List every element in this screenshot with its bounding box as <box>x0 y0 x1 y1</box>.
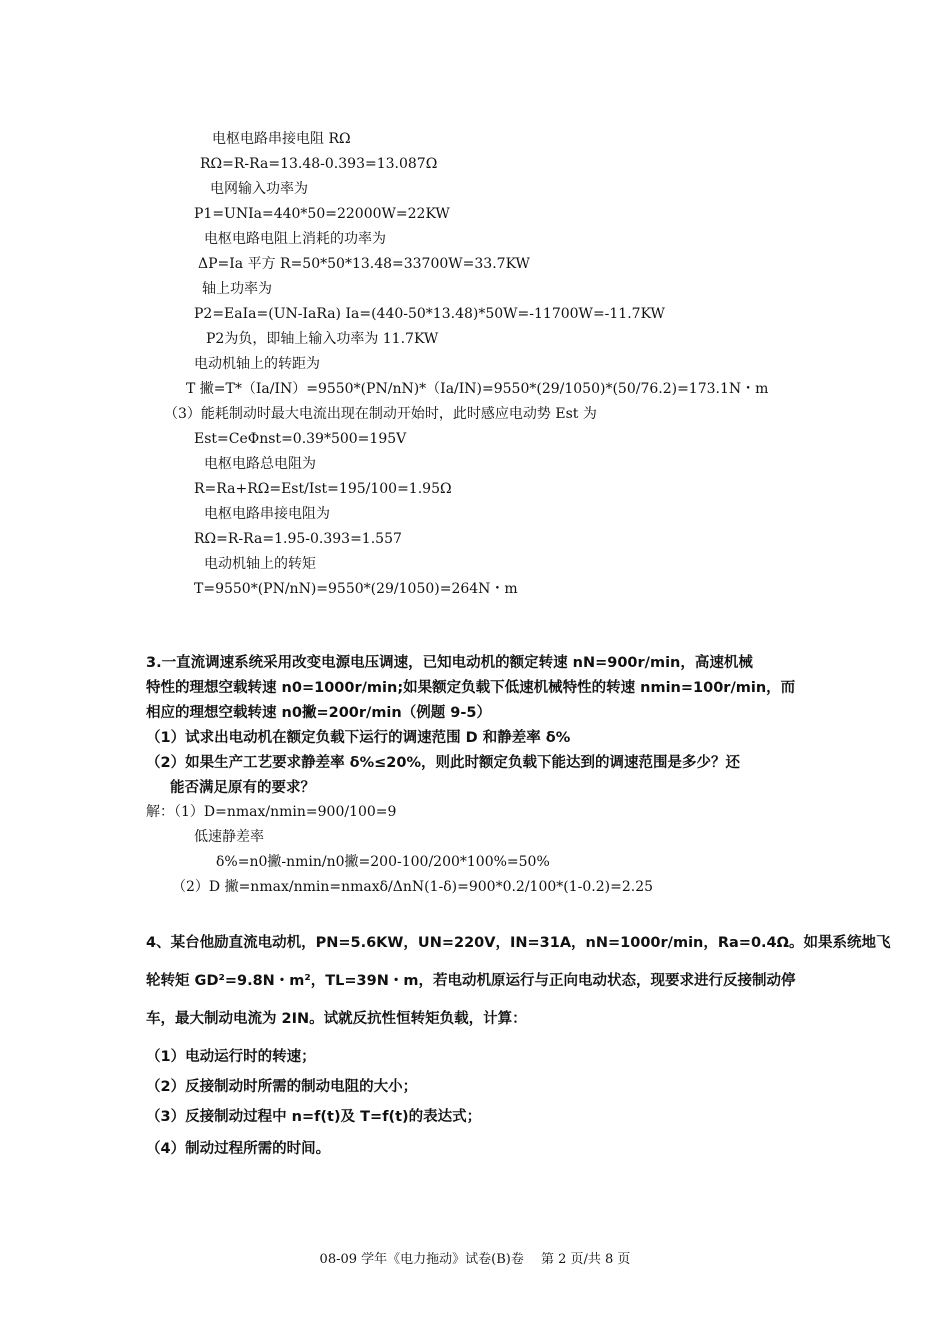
text-line: （2）D 撇=nmax/nmin=nmaxδ/ΔnN(1-δ)=900*0.2/100*(1-0.2)=2.25 <box>172 879 654 895</box>
text-line: R=Ra+RΩ=Est/Ist=195/100=1.95Ω <box>194 481 452 497</box>
text-line: ΔP=Ia 平方 R=50*50*13.48=33700W=33.7KW <box>198 256 530 272</box>
text-line: 电枢电路总电阻为 <box>204 456 316 472</box>
text-line: P2=EaIa=(UN-IaRa) Ia=(440-50*13.48)*50W=-11700W=-11.7KW <box>194 306 665 322</box>
text-line: 电枢电路串接电阻 RΩ <box>212 131 351 147</box>
text-line: 轮转矩 GD²=9.8N・m²，TL=39N・m，若电动机原运行与正向电动状态，现要求进行反接制动停 <box>146 973 796 989</box>
text-line: 特性的理想空载转速 n0=1000r/min;如果额定负载下低速机械特性的转速 nmin=100r/min，而 <box>146 680 796 696</box>
text-line: 4、某台他励直流电动机，PN=5.6KW，UN=220V，IN=31A，nN=1000r/min，Ra=0.4Ω。如果系统地飞 <box>146 935 891 951</box>
text-line: Est=CeΦnst=0.39*500=195V <box>194 431 407 447</box>
text-line: （3）能耗制动时最大电流出现在制动开始时，此时感应电动势 Est 为 <box>164 406 597 422</box>
text-line: 3.一直流调速系统采用改变电源电压调速，已知电动机的额定转速 nN=900r/min，高速机械 <box>146 655 753 671</box>
text-line: 电枢电路电阻上消耗的功率为 <box>204 231 386 247</box>
text-line: 轴上功率为 <box>202 281 272 297</box>
text-line: 电枢电路串接电阻为 <box>204 506 330 522</box>
text-line: （4）制动过程所需的时间。 <box>146 1141 331 1157</box>
text-line: 电网输入功率为 <box>210 181 308 197</box>
text-line: δ%=n0撇-nmin/n0撇=200-100/200*100%=50% <box>216 854 550 870</box>
text-line: 能否满足原有的要求？ <box>170 780 315 796</box>
text-line: RΩ=R-Ra=1.95-0.393=1.557 <box>194 531 402 547</box>
text-line: （1）试求出电动机在额定负载下运行的调速范围 D 和静差率 δ% <box>146 730 571 746</box>
text-line: P1=UNIa=440*50=22000W=22KW <box>194 206 450 222</box>
text-line: 车，最大制动电流为 2IN。试就反抗性恒转矩负载，计算： <box>146 1011 527 1027</box>
text-line: 低速静差率 <box>194 829 264 845</box>
text-line: （2）反接制动时所需的制动电阻的大小； <box>146 1079 418 1095</box>
text-line: T=9550*(PN/nN)=9550*(29/1050)=264N・m <box>194 581 518 597</box>
page-footer: 08-09 学年《电力拖动》试卷(B)卷 第 2 页/共 8 页 <box>319 1252 631 1267</box>
text-line: 解：（1）D=nmax/nmin=900/100=9 <box>146 804 397 820</box>
text-line: 相应的理想空载转速 n0撇=200r/min（例题 9-5） <box>146 705 491 721</box>
text-line: RΩ=R-Ra=13.48-0.393=13.087Ω <box>200 156 438 172</box>
text-line: （2）如果生产工艺要求静差率 δ%≤20%，则此时额定负载下能达到的调速范围是多少？还 <box>146 755 740 771</box>
text-line: T 撇=T*（Ia/IN）=9550*(PN/nN)*（Ia/IN)=9550*(29/1050)*(50/76.2)=173.1N・m <box>186 381 769 397</box>
text-line: 电动机轴上的转距为 <box>194 356 320 372</box>
text-line: 电动机轴上的转矩 <box>204 556 316 572</box>
text-line: （3）反接制动过程中 n=f(t)及 T=f(t)的表达式； <box>146 1109 482 1125</box>
text-line: （1）电动运行时的转速； <box>146 1049 316 1065</box>
text-line: P2为负，即轴上输入功率为 11.7KW <box>206 331 439 347</box>
